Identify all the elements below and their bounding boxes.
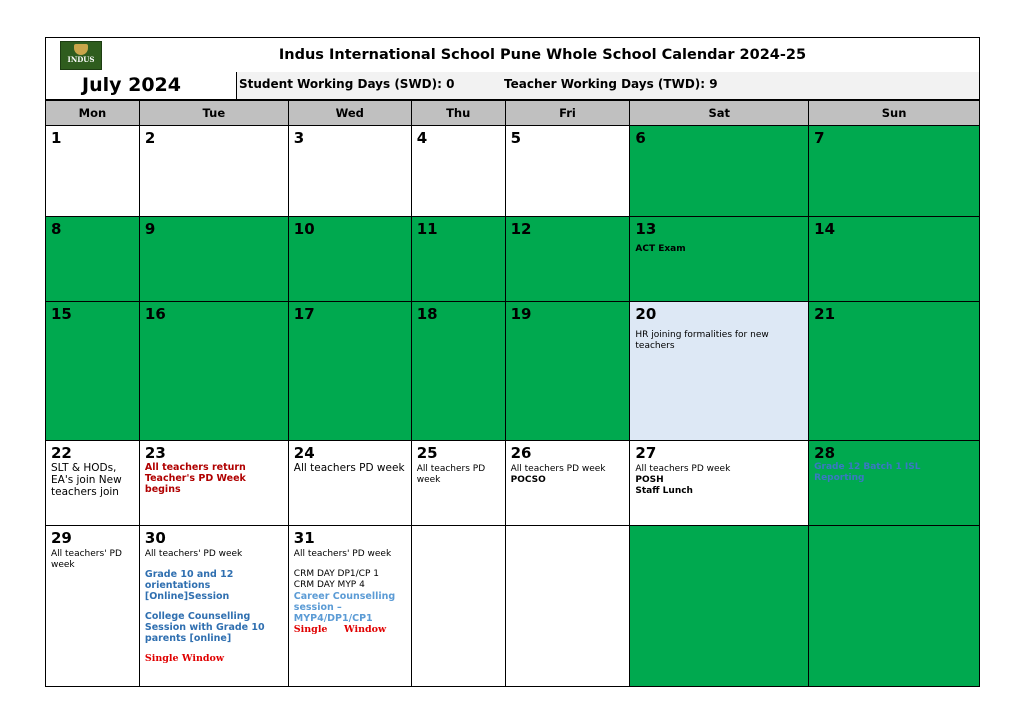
event-text: CRM DAY DP1/CP 1	[293, 569, 379, 579]
day-cell[interactable]	[505, 217, 630, 302]
day-cell[interactable]	[505, 126, 630, 217]
week-row	[46, 526, 980, 687]
day-cell[interactable]	[411, 526, 505, 687]
day-number: 14	[814, 220, 836, 238]
weekday-wed: Wed	[288, 101, 411, 126]
day-number: 18	[416, 305, 438, 323]
event-text: All teachers' PD week	[144, 549, 243, 559]
event-text: All teachers PD week	[635, 464, 731, 474]
month-label: July 2024	[46, 72, 237, 99]
event-text: Grade 12 Batch 1 ISL Reporting	[814, 462, 921, 483]
day-cell[interactable]	[46, 126, 140, 217]
event-text: All teachers return	[144, 462, 246, 473]
day-number: 20	[635, 305, 657, 323]
day-number: 31	[293, 529, 315, 547]
day-number: 12	[510, 220, 532, 238]
calendar-grid	[45, 100, 980, 687]
day-number: 1	[51, 129, 62, 147]
day-cell[interactable]	[630, 302, 809, 441]
day-number: 29	[51, 529, 72, 547]
day-cell[interactable]	[505, 302, 630, 441]
day-number: 3	[293, 129, 305, 147]
event-text: College Counselling Session with Grade 10 parents [online]	[144, 611, 265, 644]
day-number: 30	[144, 529, 166, 547]
student-working-days: Student Working Days (SWD): 0	[239, 77, 455, 91]
day-cell[interactable]	[411, 126, 505, 217]
info-row	[45, 72, 980, 100]
day-cell[interactable]	[809, 441, 980, 526]
day-number: 27	[635, 444, 657, 462]
event-text: Teacher's PD Week begins	[144, 473, 246, 495]
day-number: 21	[814, 305, 836, 323]
day-cell[interactable]	[139, 526, 288, 687]
school-logo	[60, 41, 102, 70]
weekday-mon: Mon	[46, 101, 140, 126]
day-cell[interactable]	[630, 217, 809, 302]
day-number: 11	[416, 220, 438, 238]
day-cell[interactable]	[139, 126, 288, 217]
day-cell[interactable]	[46, 217, 140, 302]
weekday-fri: Fri	[505, 101, 630, 126]
day-cell[interactable]	[411, 217, 505, 302]
day-number: 10	[293, 220, 315, 238]
day-cell[interactable]	[809, 217, 980, 302]
day-cell[interactable]	[139, 441, 288, 526]
day-cell[interactable]	[809, 126, 980, 217]
day-cell[interactable]	[809, 526, 980, 687]
teacher-working-days: Teacher Working Days (TWD): 9	[504, 77, 718, 91]
day-number: 13	[635, 220, 657, 238]
week-row	[46, 441, 980, 526]
day-number: 4	[416, 129, 428, 147]
weekday-sat: Sat	[630, 101, 809, 126]
event-text: HR joining formalities for new teachers	[635, 330, 769, 351]
event-text: Grade 10 and 12 orientations [Online]Session	[144, 569, 234, 602]
week-row	[46, 302, 980, 441]
day-cell[interactable]	[411, 302, 505, 441]
page-title: Indus International School Pune Whole School Calendar 2024-25	[278, 47, 807, 63]
day-cell[interactable]	[288, 441, 411, 526]
day-number: 9	[144, 220, 156, 238]
event-text: All teachers' PD week	[293, 549, 392, 559]
day-number: 26	[510, 444, 532, 462]
event-text: ACT Exam	[635, 244, 686, 254]
event-text: CRM DAY MYP 4	[293, 580, 365, 590]
title-row	[45, 37, 980, 73]
day-cell[interactable]	[288, 302, 411, 441]
calendar-page	[45, 37, 980, 687]
weekday-thu: Thu	[411, 101, 505, 126]
day-cell[interactable]	[46, 441, 140, 526]
event-text: All teachers' PD week	[51, 549, 122, 570]
event-text: Career Counselling session – MYP4/DP1/CP1	[293, 591, 396, 624]
day-cell[interactable]	[505, 526, 630, 687]
day-cell[interactable]	[411, 441, 505, 526]
event-text: SLT & HODs, EA's join New teachers join	[51, 462, 122, 498]
event-text: Staff Lunch	[635, 486, 693, 496]
crest-icon	[74, 44, 88, 55]
day-number: 2	[144, 129, 156, 147]
day-cell[interactable]	[505, 441, 630, 526]
day-cell[interactable]	[809, 302, 980, 441]
day-cell[interactable]	[630, 126, 809, 217]
day-number: 17	[293, 305, 315, 323]
day-number: 8	[51, 220, 62, 238]
day-cell[interactable]	[139, 302, 288, 441]
day-number: 15	[51, 305, 72, 323]
day-number: 6	[635, 129, 646, 147]
day-cell[interactable]	[139, 217, 288, 302]
event-text: All teachers PD week	[416, 464, 486, 485]
day-number: 19	[510, 305, 532, 323]
day-number: 24	[293, 444, 315, 462]
week-row	[46, 217, 980, 302]
day-number: 22	[51, 444, 72, 462]
week-row	[46, 126, 980, 217]
day-number: 23	[144, 444, 166, 462]
weekday-header	[46, 101, 980, 126]
day-cell[interactable]	[288, 126, 411, 217]
event-text: Single Window	[144, 653, 225, 664]
day-cell[interactable]	[288, 217, 411, 302]
event-text: Single Window	[293, 624, 387, 635]
logo-text: INDUS	[67, 55, 95, 64]
event-text: All teachers PD week	[293, 462, 405, 474]
day-number: 28	[814, 444, 836, 462]
day-cell[interactable]	[46, 526, 140, 687]
day-cell[interactable]	[630, 441, 809, 526]
event-text: POCSO	[510, 475, 546, 485]
day-number: 5	[510, 129, 522, 147]
day-number: 16	[144, 305, 166, 323]
weekday-sun: Sun	[809, 101, 980, 126]
day-cell[interactable]	[630, 526, 809, 687]
day-number: 25	[416, 444, 438, 462]
day-number: 7	[814, 129, 825, 147]
event-text: All teachers PD week	[510, 464, 606, 474]
event-text: POSH	[635, 475, 664, 485]
weekday-tue: Tue	[139, 101, 288, 126]
day-cell[interactable]	[288, 526, 411, 687]
day-cell[interactable]	[46, 302, 140, 441]
